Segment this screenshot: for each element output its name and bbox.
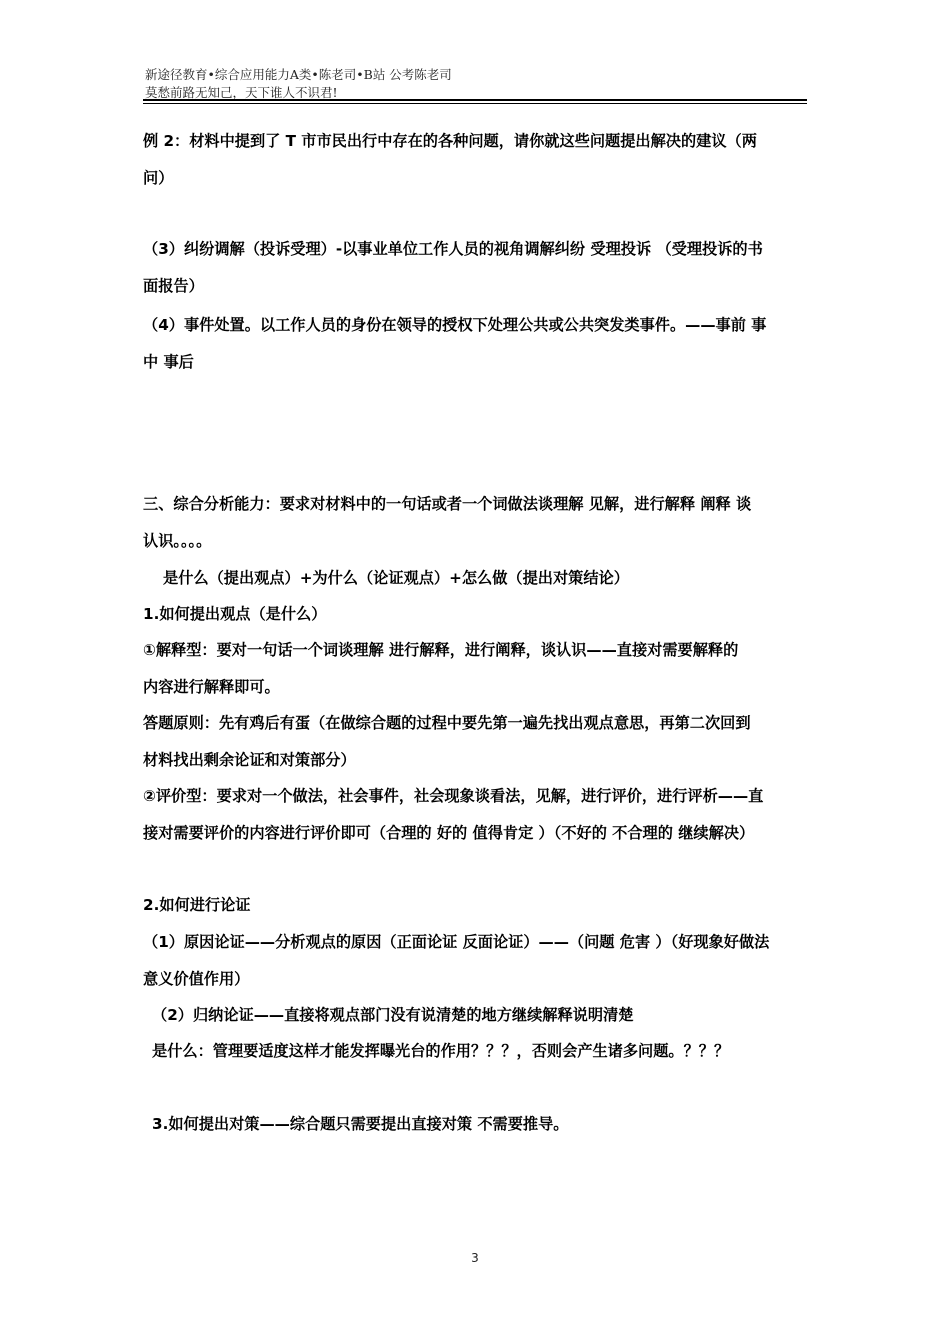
page-number: 3 <box>471 1251 479 1265</box>
type-1-line-2: 内容进行解释即可。 <box>143 678 280 696</box>
section-3-line-2: 认识。。。。 <box>143 532 212 550</box>
header-rule-thin <box>143 103 807 104</box>
argument-1-line-1: （1）原因论证——分析观点的原因（正面论证 反面论证）——（问题 危害 ）（好现象好做法 <box>143 933 770 951</box>
example-2-line-2: 问） <box>143 169 174 187</box>
section-3-heading <box>143 486 811 560</box>
header-line-2: 莫愁前路无知己，天下谁人不识君! <box>145 85 338 100</box>
example-2-question <box>143 123 811 197</box>
example-2-line-1: 例 2：材料中提到了 T 市市民出行中存在的各种问题，请你就这些问题提出解决的建议（两 <box>143 132 757 150</box>
item-4-line-2: 中 事后 <box>143 353 194 371</box>
principle-line-2: 材料找出剩余论证和对策部分） <box>143 751 356 769</box>
argument-2-induction: （2）归纳论证——直接将观点部门没有说清楚的地方继续解释说明清楚 <box>152 1006 634 1024</box>
argument-1-line-2: 意义价值作用） <box>143 970 250 988</box>
page-header <box>145 66 452 102</box>
item-3-line-1: （3）纠纷调解（投诉受理）-以事业单位工作人员的视角调解纠纷 受理投诉 （受理投诉的书 <box>143 240 763 258</box>
principle-line-1: 答题原则：先有鸡后有蛋（在做综合题的过程中要先第一遍先找出观点意思，再第二次回到 <box>143 714 751 732</box>
item-4-line-1: （4）事件处置。以工作人员的身份在领导的授权下处理公共或公共突发类事件。——事前 事 <box>143 316 767 334</box>
argument-1-cause <box>143 924 811 998</box>
type-1-explanation <box>143 632 811 706</box>
type-2-evaluation <box>143 778 811 852</box>
item-4-incident-handling <box>143 307 811 381</box>
type-1-line-1: ①解释型：要对一句话一个词谈理解 进行解释，进行阐释，谈认识——直接对需要解释的 <box>143 641 739 659</box>
heading-2-argumentation: 2.如何进行论证 <box>143 896 251 914</box>
type-2-line-1: ②评价型：要求对一个做法，社会事件，社会现象谈看法，见解，进行评价，进行评析——直 <box>143 787 764 805</box>
heading-1-propose-viewpoint: 1.如何提出观点（是什么） <box>143 605 327 623</box>
type-2-line-2: 接对需要评价的内容进行评价即可（合理的 好的 值得肯定 ）（不好的 不合理的 继续解决） <box>143 824 755 842</box>
answer-principle <box>143 705 811 779</box>
header-line-1: 新途径教育•综合应用能力A类•陈老司•B站 公考陈老司 <box>145 67 452 82</box>
header-rule-thick <box>143 99 807 101</box>
argument-2-example: 是什么：管理要适度这样才能发挥曝光台的作用？？？，否则会产生诸多问题。？？？ <box>152 1042 730 1060</box>
item-3-line-2: 面报告） <box>143 277 204 295</box>
formula-line: 是什么（提出观点）+为什么（论证观点）+怎么做（提出对策结论） <box>163 569 629 587</box>
item-3-dispute-mediation <box>143 231 811 305</box>
section-3-line-1: 三、综合分析能力：要求对材料中的一句话或者一个词做法谈理解 见解，进行解释 阐释 谈 <box>143 495 752 513</box>
heading-3-countermeasures: 3.如何提出对策——综合题只需要提出直接对策 不需要推导。 <box>152 1115 569 1133</box>
